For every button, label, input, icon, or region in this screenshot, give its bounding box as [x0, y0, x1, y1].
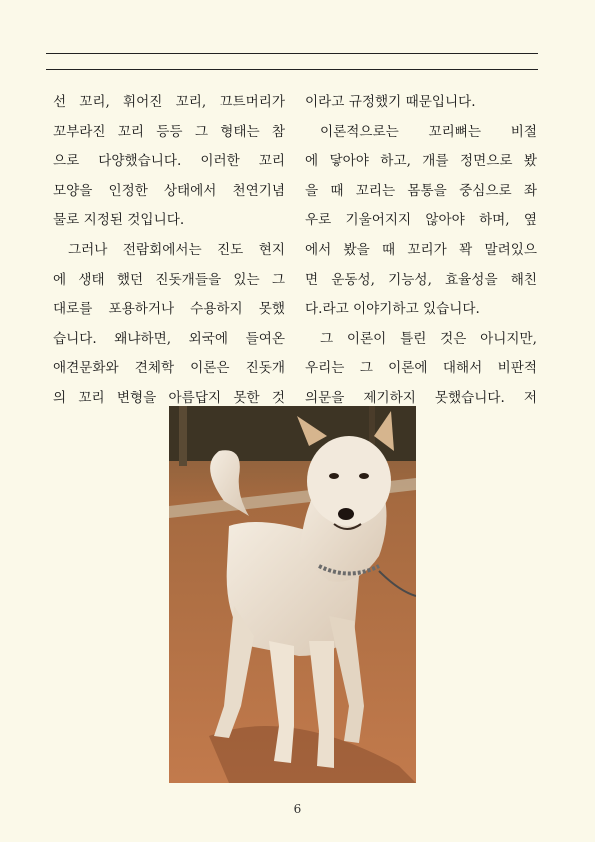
text-line: 면 운동성, 기능성, 효율성을 해친	[305, 271, 537, 288]
text-line: 우리는 그 이론에 대해서 비판적	[305, 360, 537, 377]
tree-trunk	[179, 406, 187, 466]
text-column-left	[53, 88, 285, 414]
text-line: 의문을 제기하지 못했습니다. 저	[305, 389, 537, 406]
text-line: 우로 기울어지지 않아야 하며, 옆	[305, 212, 537, 229]
text-line: 대로를 포용하거나 수용하지 못했	[53, 301, 285, 318]
jindo-dog-photo	[169, 406, 416, 783]
text-line: 그 이론이 틀린 것은 아니지만,	[320, 330, 537, 347]
text-line: 의 꼬리 변형을 아름답지 못한 것	[53, 389, 285, 406]
dog-nose	[338, 508, 354, 520]
text-line: 이라고 규정했기 때문입니다.	[305, 94, 476, 110]
dog-eye	[359, 473, 369, 479]
header-rule-bottom	[46, 69, 538, 70]
dog-illustration	[169, 406, 416, 783]
text-line: 다.라고 이야기하고 있습니다.	[305, 301, 480, 318]
text-line: 그러나 전람회에서는 진도 현지	[68, 241, 285, 258]
text-column-right	[305, 88, 537, 414]
text-line: 을 때 꼬리는 몸통을 중심으로 좌	[305, 182, 537, 199]
text-line: 물로 지정된 것입니다.	[53, 212, 185, 229]
text-line: 이론적으로는 꼬리뼈는 비절	[320, 123, 537, 140]
text-line: 선 꼬리, 휘어진 꼬리, 끄트머리가	[53, 94, 285, 110]
text-line: 으로 다양했습니다. 이러한 꼬리	[53, 153, 285, 170]
text-line: 습니다. 왜냐하면, 외국에 들여온	[53, 330, 285, 347]
text-line: 애견문화와 견체학 이론은 진돗개	[53, 360, 285, 377]
text-line: 에서 봤을 때 꼬리가 꽉 말려있으	[305, 241, 537, 258]
page-number: 6	[293, 802, 302, 816]
dog-eye	[329, 473, 339, 479]
text-line: 모양을 인정한 상태에서 천연기념	[53, 182, 285, 199]
text-line: 에 닿아야 하고, 개를 정면으로 봤	[305, 153, 537, 170]
text-line: 에 생태 했던 진돗개들을 있는 그	[53, 271, 285, 288]
text-line: 꼬부라진 꼬리 등등 그 형태는 참	[53, 123, 285, 140]
header-rule-top	[46, 53, 538, 54]
